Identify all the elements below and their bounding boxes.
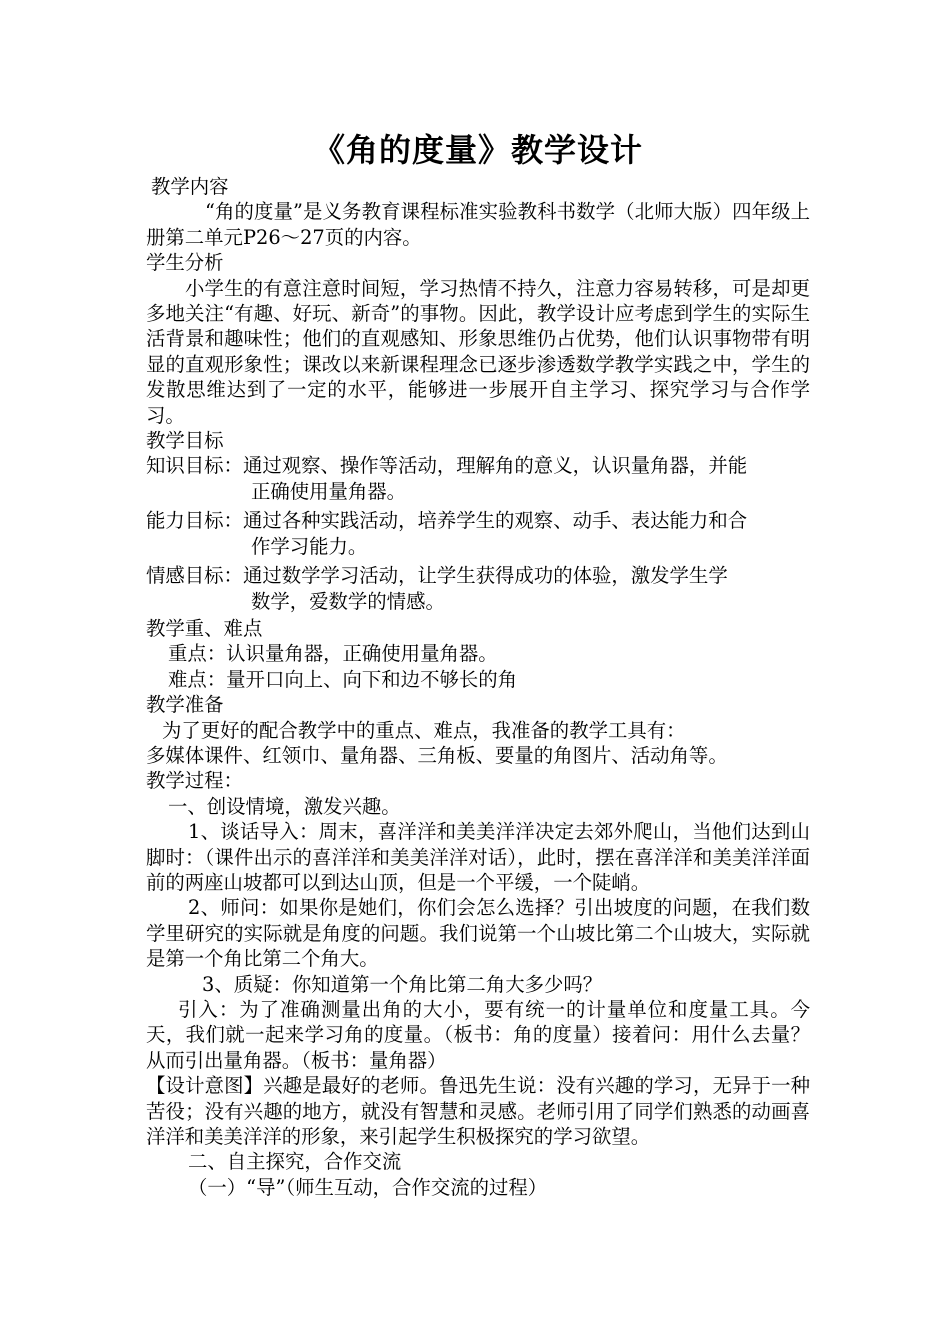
paragraph-introduction: 引入：为了准确测量出角的大小，要有统一的计量单位和度量工具。今天，我们就一起来学习角的度量。（板书：角的度量）接着问：用什么去量？从而引出量角器。（板书：量角器） (146, 998, 810, 1072)
goal-text-line2: 数学，爱数学的情感。 (250, 589, 445, 613)
heading-preparation: 教学准备 (146, 693, 224, 717)
section-1-title: 一、创设情境，激发兴趣。 (168, 794, 401, 818)
goal-emotion (146, 563, 810, 614)
key-point: 重点：认识量角器，正确使用量角器。 (168, 642, 498, 666)
hard-point: 难点：量开口向上、向下和边不够长的角 (168, 667, 518, 691)
paragraph-content: “角的度量”是义务教育课程标准实验教科书数学（北师大版）四年级上册第二单元P26～27页的内容。 (146, 200, 810, 249)
section-2-title: 二、自主探究，合作交流 (188, 1150, 402, 1174)
goal-text-line2: 作学习能力。 (250, 534, 368, 558)
goal-label: 能力目标： (146, 509, 243, 533)
goal-text-line1: 通过各种实践活动，培养学生的观察、动手、表达能力和合 (242, 509, 748, 533)
goal-label: 情感目标： (146, 564, 243, 588)
paragraph-teacher-question: 2、师问：如果你是她们，你们会怎么选择？引出坡度的问题，在我们数学里研究的实际就是角度的问题。我们说第一个山坡比第二个山坡大，实际就是第一个角比第二个角大。 (146, 896, 810, 971)
paragraph-student-analysis: 小学生的有意注意时间短，学习热情不持久，注意力容易转移，可是却更多地关注“有趣、好玩、新奇”的事物。因此，教学设计应考虑到学生的实际生活背景和趣味性；他们的直观感知、形象思维仍占优势，他们认识事物带有明显的直观形象性；课改以来新课程理念已逐步渗透数学教学实践之中，学生的发散思维达到了一定的水平，能够进一步展开自主学习、探究学习与合作学习。 (146, 276, 810, 427)
goal-text-line2: 正确使用量角器。 (250, 479, 407, 503)
section-2-subtitle: （一）“导”（师生互动，合作交流的过程） (188, 1175, 548, 1199)
paragraph-question: 3、质疑：你知道第一个角比第二角大多少吗？ (202, 972, 603, 996)
goal-knowledge (146, 453, 810, 504)
paragraph-design-intent: 【设计意图】兴趣是最好的老师。鲁迅先生说：没有兴趣的学习，无异于一种苦役；没有兴趣的地方，就没有智慧和灵感。老师引用了同学们熟悉的动画喜洋洋和美美洋洋的形象，来引起学生积极探究的学习欲望。 (146, 1074, 810, 1149)
prep-line1: 为了更好的配合教学中的重点、难点，我准备的教学工具有： (162, 718, 686, 742)
goal-text-line1: 通过观察、操作等活动，理解角的意义，认识量角器，并能 (242, 454, 748, 478)
paragraph-intro-talk: 1、谈话导入：周末，喜洋洋和美美洋洋决定去郊外爬山，当他们达到山脚时：（课件出示的喜洋洋和美美洋洋对话），此时，摆在喜洋洋和美美洋洋面前的两座山坡都可以到达山顶，但是一个平缓，一个陡峭。 (146, 820, 810, 894)
heading-key-points: 教学重、难点 (146, 616, 263, 640)
heading-goals: 教学目标 (146, 429, 224, 453)
heading-student-analysis: 学生分析 (146, 251, 224, 275)
prep-line2: 多媒体课件、红领巾、量角器、三角板、要量的角图片、活动角等。 (146, 743, 728, 767)
goal-text-line1: 通过数学学习活动，让学生获得成功的体验，激发学生学 (242, 564, 728, 588)
document-body (146, 128, 810, 1200)
document-title: 《角的度量》教学设计 (312, 131, 643, 169)
goal-ability (146, 508, 810, 559)
goal-label: 知识目标： (146, 454, 243, 478)
heading-content: 教学内容 (151, 175, 229, 198)
heading-process: 教学过程： (146, 769, 243, 793)
